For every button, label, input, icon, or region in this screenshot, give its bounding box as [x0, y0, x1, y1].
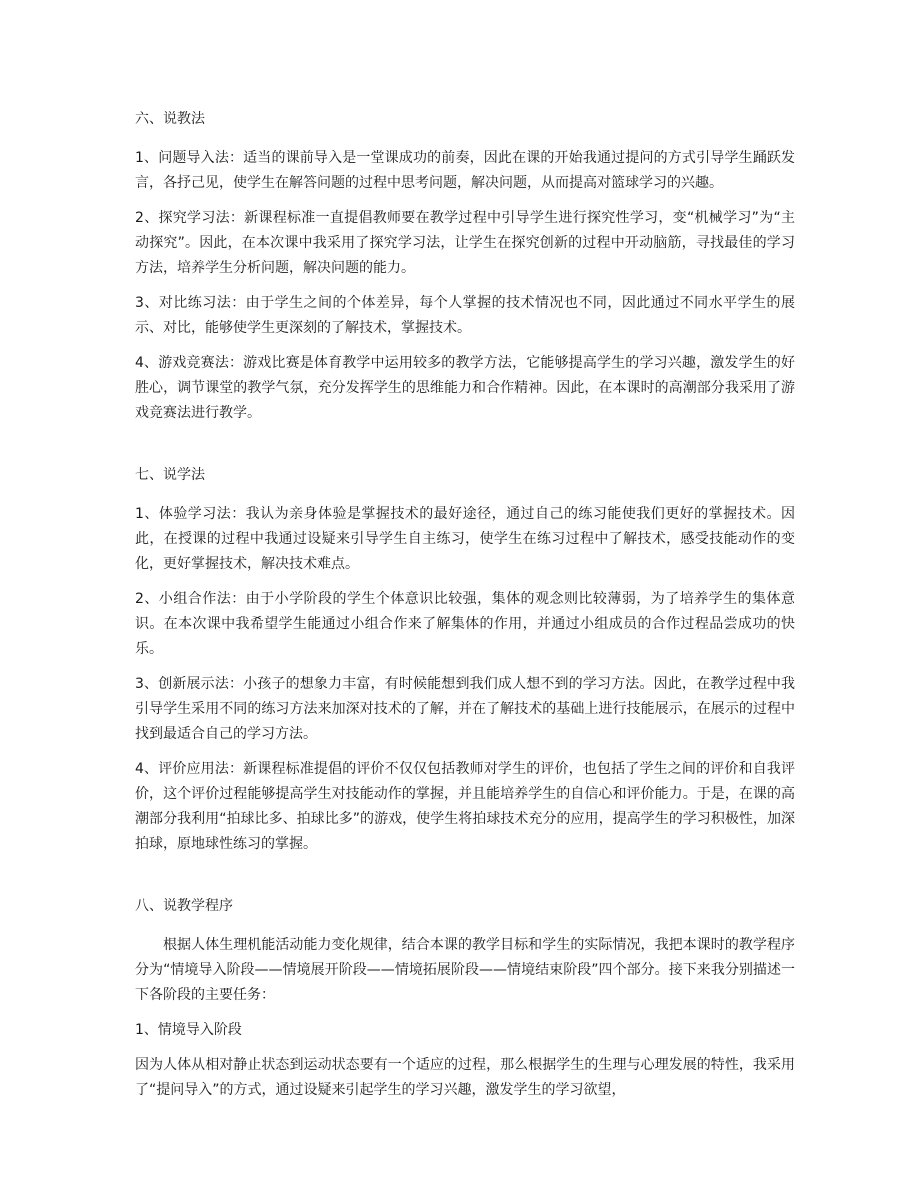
subheading-situation-intro: 1、情境导入阶段: [135, 1022, 242, 1038]
paragraph: 3、对比练习法：由于学生之间的个体差异，每个人掌握的技术情况也不同，因此通过不同水平学生的展示、对比，能够使学生更深刻的了解技术，掌握技术。: [135, 295, 795, 336]
paragraph: 3、创新展示法：小孩子的想象力丰富，有时候能想到我们成人想不到的学习方法。因此，在教学过程中我引导学生采用不同的练习方法来加深对技术的了解，并在了解技术的基础上进行技能展示，在展示的过程中找到最适合自己的学习方法。: [135, 676, 795, 742]
section-spacer: [135, 867, 795, 897]
paragraph: 4、游戏竞赛法：游戏比赛是体育教学中运用较多的教学方法，它能够提高学生的学习兴趣，激发学生的好胜心，调节课堂的教学气氛，充分发挥学生的思维能力和合作精神。因此，在本课时的高潮部分我采用了游戏竞赛法进行教学。: [135, 355, 795, 421]
paragraph: 2、探究学习法：新课程标准一直提倡教师要在教学过程中引导学生进行探究性学习，变“机械学习”为“主动探究”。因此，在本次课中我采用了探究学习法，让学生在探究创新的过程中开动脑筋，寻找最佳的学习方法，培养学生分析问题，解决问题的能力。: [135, 210, 795, 276]
paragraph: 因为人体从相对静止状态到运动状态要有一个适应的过程，那么根据学生的生理与心理发展的特性，我采用了“提问导入”的方式，通过设疑来引起学生的学习兴趣，激发学生的学习欲望，: [135, 1057, 795, 1098]
paragraph: 1、体验学习法：我认为亲身体验是掌握技术的最好途径，通过自己的练习能使我们更好的掌握技术。因此，在授课的过程中我通过设疑来引导学生自主练习，使学生在练习过程中了解技术，感受技能动作的变化，更好掌握技术，解决技术难点。: [135, 506, 795, 572]
paragraph: 1、问题导入法：适当的课前导入是一堂课成功的前奏，因此在课的开始我通过提问的方式引导学生踊跃发言，各抒己见，使学生在解答问题的过程中思考问题，解决问题，从而提高对篮球学习的兴趣。: [135, 150, 795, 191]
section-heading-learning-methods: 七、说学法: [135, 467, 205, 483]
section-heading-teaching-methods: 六、说教法: [135, 111, 205, 127]
paragraph: 2、小组合作法：由于小学阶段的学生个体意识比较强，集体的观念则比较薄弱，为了培养学生的集体意识。在本次课中我希望学生能通过小组合作来了解集体的作用，并通过小组成员的合作过程品尝成功的快乐。: [135, 591, 795, 657]
section-heading-teaching-procedure: 八、说教学程序: [135, 898, 233, 914]
document-body: [135, 110, 795, 1113]
intro-paragraph: 根据人体生理机能活动能力变化规律，结合本课的教学目标和学生的实际情况，我把本课时的教学程序分为“情境导入阶段——情境展开阶段——情境拓展阶段——情境结束阶段”四个部分。接下来我分别描述一下各阶段的主要任务：: [135, 937, 795, 1003]
section-spacer: [135, 436, 795, 466]
paragraph: 4、评价应用法：新课程标准提倡的评价不仅仅包括教师对学生的评价，也包括了学生之间的评价和自我评价，这个评价过程能够提高学生对技能动作的掌握，并且能培养学生的自信心和评价能力。于是，在课的高潮部分我利用“拍球比多、拍球比多”的游戏，使学生将拍球技术充分的应用，提高学生的学习积极性，加深拍球，原地球性练习的掌握。: [135, 761, 795, 852]
